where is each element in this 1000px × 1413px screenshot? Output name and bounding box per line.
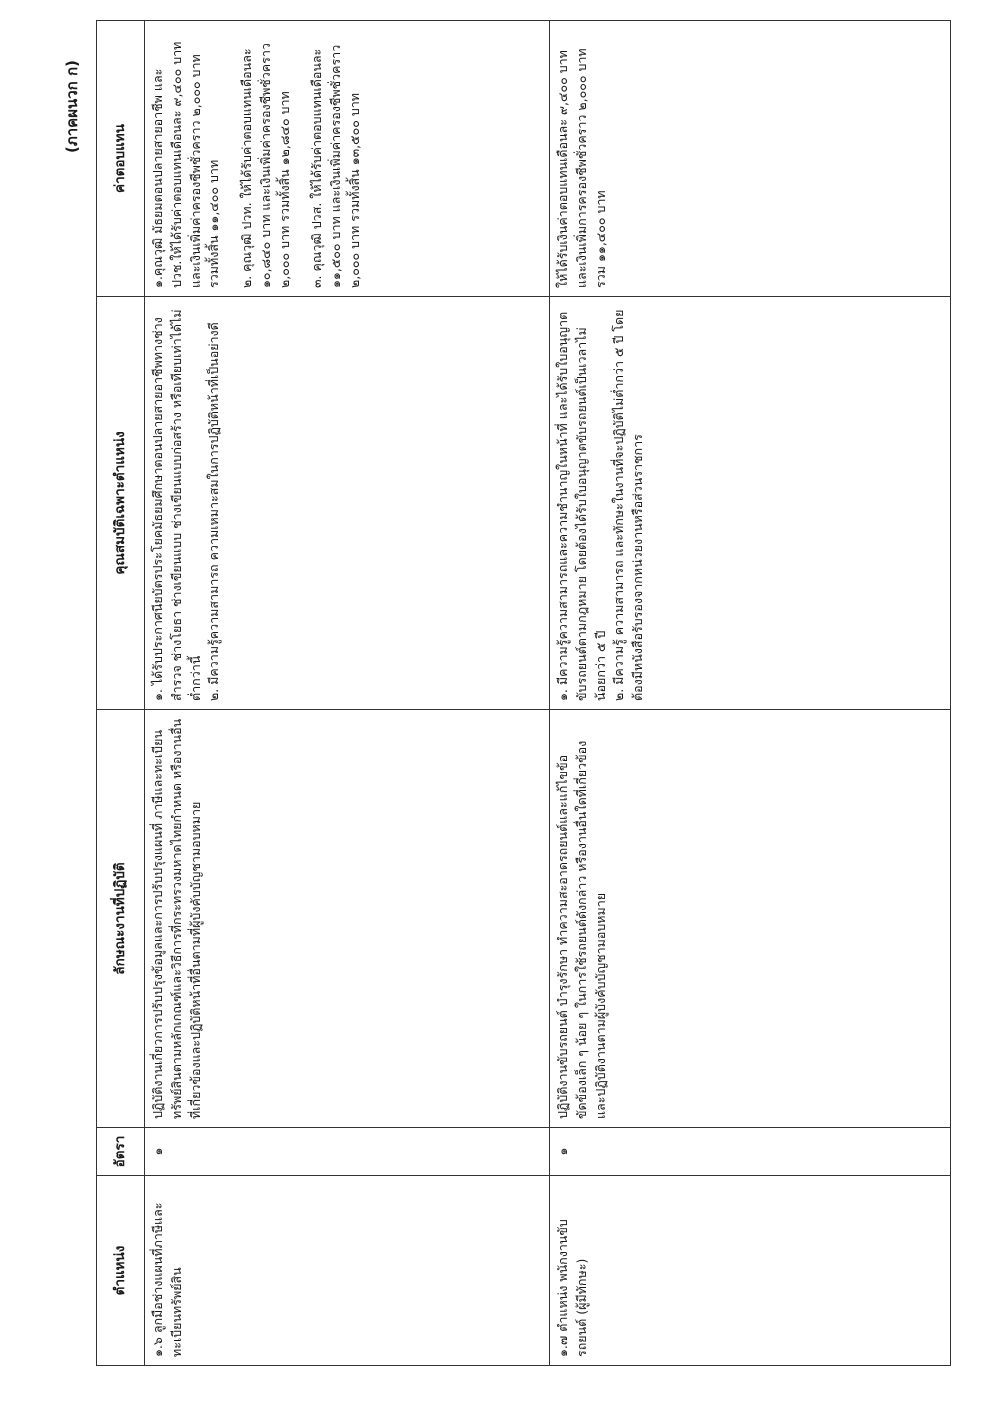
header-position: ตำแหน่ง — [97, 1176, 145, 1366]
table-row — [550, 21, 951, 1366]
rate-cell: ๑ — [550, 1128, 951, 1176]
annex-label: (ภาคผนวก ก) — [63, 60, 81, 153]
positions-table — [96, 20, 951, 1366]
duties-cell: ปฏิบัติงานขับรถยนต์ บำรุงรักษา ทำความสะอาดรถยนต์และแก้ไขข้อขัดข้องเล็ก ๆ น้อย ๆ ในการใช้รถยนต์ดังกล่าว หรืองานอื่นใดที่เกี่ยวข้อง และปฏิบัติงานตามผู้บังคับบัญชามอบหมาย — [550, 710, 951, 1128]
header-rate: อัตรา — [97, 1128, 145, 1176]
compensation-item: ให้ได้รับเงินค่าตอบแทนเดือนละ ๙,๔๐๐ บาท และเงินเพิ่มการครองชีพชั่วคราว ๒,๐๐๐ บาท รวม ๑๑,๔๐๐ บาท — [555, 48, 608, 288]
duties-cell: ปฏิบัติงานเกี่ยวการปรับปรุงข้อมูลและการปรับปรุงแผนที่ ภาษีและทะเบียนทรัพย์สินตามหลักเกณฑ์และวิธีการที่กระทรวงมหาดไทยกำหนด หรืองานอื่นที่เกี่ยวข้องและปฏิบัติหน้าที่อื่นตามที่ผู้บังคับบัญชามอบหมาย — [145, 710, 550, 1128]
header-compensation: ค่าตอบแทน — [97, 21, 145, 297]
header-qualifications: คุณสมบัติเฉพาะตำแหน่ง — [97, 297, 145, 710]
compensation-cell — [145, 21, 550, 297]
position-cell: ๑.๗ ตำแหน่ง พนักงานขับรถยนต์ (ผู้มีทักษะ) — [550, 1176, 951, 1366]
qualifications-cell: ๑. ได้รับประกาศนียบัตรประโยคมัธยมศึกษาตอนปลายสายอาชีพทางช่างสำรวจ ช่างโยธา ช่างเขียนแบบ ช่างเขียนแบบก่อสร้าง หรือเทียบเท่าได้ไม่ต่ำกว่านี้ ๒. มีความรู้ความสามารถ ความเหมาะสมในการปฏิบัติหน้าที่เป็นอย่างดี — [145, 297, 550, 710]
rate-cell: ๑ — [145, 1128, 550, 1176]
compensation-item: ๓. คุณวุฒิ ปวส. ให้ได้รับค่าตอบแทนเดือนละ ๑๑,๕๐๐ บาท และเงินเพิ่มค่าครองชีพชั่วคราว ๒,๐๐๐ บาท รวมทั้งสิ้น ๑๓,๕๐๐ บาท — [309, 44, 362, 288]
compensation-item: ๑.คุณวุฒิ มัธยมตอนปลายสายอาชีพ และ ปวช.ให้ได้รับค่าตอบแทนเดือนละ ๙,๔๐๐ บาท และเงินเพิ่มค่าครองชีพชั่วคราว ๒,๐๐๐ บาท รวมทั้งสิ้น ๑๑,๔๐๐ บาท — [150, 41, 222, 288]
compensation-item: ๒. คุณวุฒิ ปวท. ให้ได้รับค่าตอบแทนเดือนละ ๑๐,๘๔๐ บาท และเงินเพิ่มค่าครองชีพชั่วคราว ๒,๐๐๐ บาท รวมทั้งสิ้น ๑๒,๘๔๐ บาท — [239, 43, 292, 288]
compensation-cell — [550, 21, 951, 297]
position-cell: ๑.๖ ลูกมือช่างแผนที่ภาษีและทะเบียนทรัพย์สิน — [145, 1176, 550, 1366]
header-duties: ลักษณะงานที่ปฏิบัติ — [97, 710, 145, 1128]
table-row — [145, 21, 550, 1366]
qualifications-cell: ๑. มีความรู้ความสามารถและความชำนาญในหน้าที่ และได้รับใบอนุญาตขับรถยนต์ตามกฎหมาย โดยต้องได้รับใบอนุญาตขับรถยนต์เป็นเวลาไม่น้อยกว่า ๕ ปี ๒. มีความรู้ ความสามารถ และทักษะในงานที่จะปฏิบัติไม่ต่ำกว่า ๕ ปี โดยต้องมีหนังสือรับรองจากหน่วยงานหรือส่วนราชการ — [550, 297, 951, 710]
table-header-row — [97, 21, 145, 1366]
